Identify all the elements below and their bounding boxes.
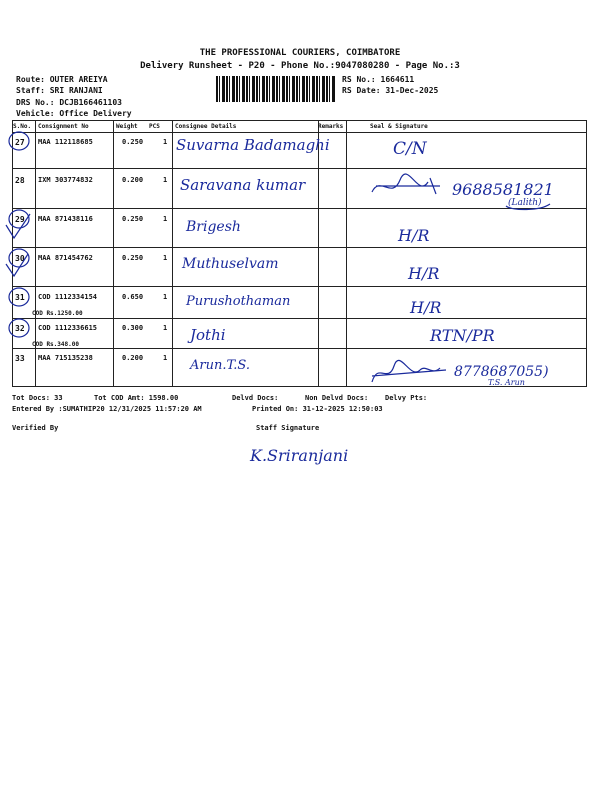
runsheet-subtitle: Delivery Runsheet - P20 - Phone No.:9047080280 - Page No.:3 xyxy=(140,61,460,71)
row-cod-amount: COD Rs.348.00 xyxy=(32,341,79,348)
col-header-remarks: Remarks xyxy=(318,123,344,130)
route-label: Route: OUTER AREIYA xyxy=(16,75,108,84)
printed-on: Printed On: 31-12-2025 12:50:03 xyxy=(252,405,383,413)
row-consignment: MAA 871454762 xyxy=(38,254,93,262)
col-header-consignment: Consignment No xyxy=(38,123,89,130)
row-sno: 32 xyxy=(15,324,25,333)
col-header-pcs: PCS xyxy=(149,123,160,130)
col-header-sno: S.No. xyxy=(13,123,32,130)
row-weight: 0.200 xyxy=(122,354,144,362)
verified-by-label: Verified By xyxy=(12,424,59,432)
signature-scribble xyxy=(372,174,440,194)
total-docs: Tot Docs: 33 xyxy=(12,394,63,402)
row-sno: 30 xyxy=(15,254,25,263)
row-seal-handwritten: C/N xyxy=(393,139,427,159)
row-consignee-handwritten: Purushothaman xyxy=(186,294,291,309)
row-weight: 0.650 xyxy=(122,293,144,301)
row-weight: 0.250 xyxy=(122,254,144,262)
barcode xyxy=(216,76,336,102)
row-seal-handwritten: 8778687055) xyxy=(454,364,549,380)
delivery-pts: Delvy Pts: xyxy=(385,394,428,402)
non-delivered-docs: Non Delvd Docs: xyxy=(305,394,369,402)
total-cod-amount: Tot COD Amt: 1598.00 xyxy=(94,394,179,402)
staff-signature-label: Staff Signature xyxy=(256,424,320,432)
row-consignee-handwritten: Saravana kumar xyxy=(180,176,306,194)
row-seal-handwritten: RTN/PR xyxy=(430,326,495,345)
row-consignment: MAA 715135238 xyxy=(38,354,93,362)
company-name: THE PROFESSIONAL COURIERS, COIMBATORE xyxy=(199,48,401,58)
row-pcs: 1 xyxy=(163,254,168,262)
delivered-docs: Delvd Docs: xyxy=(232,394,279,402)
col-divider-consignment xyxy=(113,120,114,386)
row-seal-handwritten: H/R xyxy=(398,226,430,245)
rs-number: RS No.: 1664611 xyxy=(342,75,415,84)
row-consignee-handwritten: Muthuselvam xyxy=(182,256,279,272)
row-seal-handwritten-note: (Lalith) xyxy=(508,198,542,208)
row-rule xyxy=(12,318,587,319)
row-pcs: 1 xyxy=(163,176,168,184)
row-rule xyxy=(12,168,587,169)
row-rule xyxy=(12,348,587,349)
row-consignment: MAA 112118685 xyxy=(38,138,93,146)
row-seal-handwritten: H/R xyxy=(408,264,440,283)
row-seal-handwritten: 9688581821 xyxy=(452,180,554,199)
row-pcs: 1 xyxy=(163,293,168,301)
table-top-rule xyxy=(12,120,587,121)
row-consignment: IXM 303774832 xyxy=(38,176,93,184)
row-pcs: 1 xyxy=(163,215,168,223)
row-seal-handwritten-note: T.S. Arun xyxy=(488,378,525,387)
col-divider-remarks xyxy=(346,120,347,386)
col-divider-weight xyxy=(172,120,173,386)
col-divider-consignee xyxy=(318,120,319,386)
table-header-rule xyxy=(12,132,587,133)
col-header-seal: Seal & Signature xyxy=(370,123,428,130)
signature-scribble xyxy=(372,360,446,382)
row-sno: 33 xyxy=(15,354,25,363)
row-sno: 29 xyxy=(15,215,25,224)
col-header-weight: Weight xyxy=(116,123,138,130)
row-weight: 0.300 xyxy=(122,324,144,332)
row-consignee-handwritten: Jothi xyxy=(190,326,226,344)
table-border-left xyxy=(12,120,13,386)
row-weight: 0.250 xyxy=(122,215,144,223)
row-rule xyxy=(12,247,587,248)
staff-label: Staff: SRI RANJANI xyxy=(16,86,103,95)
row-seal-handwritten: H/R xyxy=(410,298,442,317)
row-sno: 31 xyxy=(15,293,25,302)
row-cod-amount: COD Rs.1250.00 xyxy=(32,310,83,317)
row-consignee-handwritten: Arun.T.S. xyxy=(190,358,250,373)
entered-by: Entered By :SUMATHIP20 12/31/2025 11:57:20 AM xyxy=(12,405,202,413)
row-consignee-handwritten: Brigesh xyxy=(186,219,241,235)
row-consignment: MAA 871438116 xyxy=(38,215,93,223)
row-consignee-handwritten: Suvarna Badamaghi xyxy=(176,136,330,154)
row-rule xyxy=(12,286,587,287)
row-pcs: 1 xyxy=(163,138,168,146)
vehicle-label: Vehicle: Office Delivery xyxy=(16,109,132,118)
row-sno: 28 xyxy=(15,176,25,185)
row-pcs: 1 xyxy=(163,354,168,362)
col-header-consignee: Consignee Details xyxy=(175,123,237,130)
row-rule xyxy=(12,208,587,209)
rs-date: RS Date: 31-Dec-2025 xyxy=(342,86,439,95)
drs-number: DRS No.: DCJB166461103 xyxy=(16,98,122,107)
row-sno: 27 xyxy=(15,138,25,147)
staff-signature-handwritten: K.Sriranjani xyxy=(250,446,349,465)
row-consignment: COD 1112336615 xyxy=(38,324,98,332)
row-weight: 0.200 xyxy=(122,176,144,184)
row-consignment: COD 1112334154 xyxy=(38,293,98,301)
table-border-right xyxy=(586,120,587,386)
row-weight: 0.250 xyxy=(122,138,144,146)
row-pcs: 1 xyxy=(163,324,168,332)
